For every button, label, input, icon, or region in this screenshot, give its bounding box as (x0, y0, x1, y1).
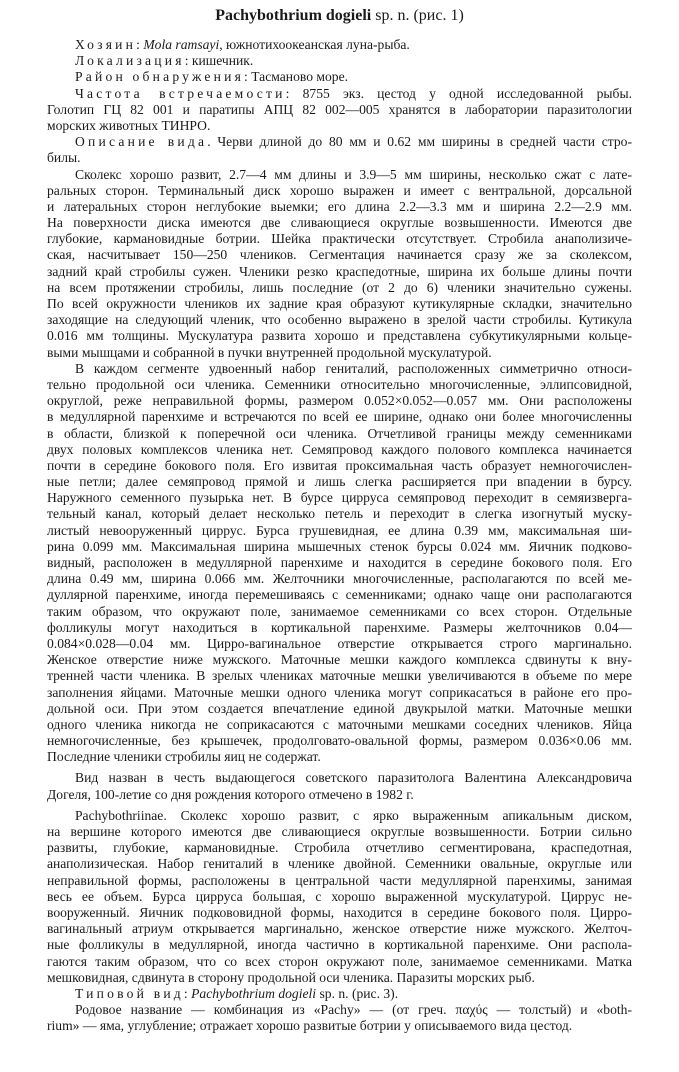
text-segment: : Тасманово море. (244, 69, 349, 85)
text-segment: заходящие на следующий членик, что особенно выражено в зрелой части стробилы. Кутикула (47, 312, 632, 328)
text-segment: заполнения яйцами. Маточные мешки одного членика могут соприкасаться в районе его про- (47, 684, 632, 700)
text-line (47, 426, 632, 442)
text-line (47, 986, 632, 1002)
text-segment: дуллярной паренхиме, иногда перемешиваясь с семенниками; однако чаще они располагаются (47, 587, 632, 603)
text-segment: вагинальный атриум открывается маргинально, женское отверстие ниже мужского. Желточ- (47, 921, 632, 937)
text-segment: почти в середине бокового поля. Его извитая проксимальная часть образует немногочислен- (47, 457, 632, 473)
text-segment: 0.016 мм толщины. Мускулатура развита хорошо и представлена субкутикулярными кольце- (47, 328, 632, 344)
text-segment: rium» — яма, углубление; отражает хорошо развитые ботрии у описываемого вида цестод. (47, 1018, 573, 1034)
field-label: Типовой вид (75, 985, 184, 1001)
paragraph (47, 167, 632, 361)
text-line (47, 409, 632, 425)
species-heading (0, 6, 679, 26)
text-line (47, 1018, 632, 1034)
text-segment: в области, близкой к поперечной оси членика. Отчетливой границы между семенниками (47, 425, 632, 441)
text-line (47, 345, 632, 361)
text-line (47, 652, 632, 668)
text-line (47, 312, 632, 328)
text-line (47, 824, 632, 840)
text-segment: билы. (47, 150, 81, 166)
paragraph (47, 808, 632, 986)
text-line (47, 937, 632, 953)
text-segment: и латеральных сторон неглубокие выемки; его длина 2.2—3.3 мм и ширина 2.2—2.9 мм. (47, 198, 632, 214)
text-segment: : (136, 37, 144, 52)
text-line (47, 889, 632, 905)
text-line (47, 442, 632, 458)
latin-name: Pachybothrium dogieli (191, 985, 317, 1001)
text-segment: видный, расположен в медуллярной паренхиме и находится в середине бокового поля. Его (47, 555, 632, 570)
field-label: Описание вида (75, 134, 208, 150)
text-line (47, 604, 632, 620)
text-line (47, 636, 632, 652)
text-line (47, 231, 632, 247)
text-segment: ные петли; далее семяпровод прямой и лишь слегка расширяется при впадении в бурсу. (47, 474, 632, 490)
text-line (47, 183, 632, 199)
field-label: Локализация (75, 53, 185, 69)
text-line (47, 770, 632, 786)
species-suffix: sp. n. (рис. 1) (371, 7, 464, 24)
text-segment: фолликулы могут находиться в кортикальной паренхиме. Размеры желточников 0.04— (47, 619, 632, 635)
text-segment: Вид назван в честь выдающегося советского паразитолога Валентина Александровича (75, 770, 632, 786)
text-segment: в медуллярной паренхиме и встречаются по всей ее ширине, однако они более многочисленны (47, 409, 632, 425)
species-name: Pachybothrium dogieli (215, 7, 372, 24)
text-segment: : 8755 экз. цестод у одной исследованной рыбы. (285, 85, 632, 101)
text-segment: Родовое название — комбинация из «Pachy» — (от греч. παχύς — толстый) и «both- (75, 1002, 632, 1018)
text-line (47, 280, 632, 296)
text-line (47, 787, 632, 803)
text-line (47, 118, 632, 134)
text-segment: выми мышцами и собранной в пучки внутренней продольной мускулатурой. (47, 344, 492, 360)
text-line (47, 328, 632, 344)
text-line (47, 247, 632, 263)
field-label: Хозяин (75, 37, 137, 52)
text-line (47, 840, 632, 856)
text-line (47, 1002, 632, 1018)
text-line (47, 264, 632, 280)
text-line (47, 749, 632, 765)
text-line (47, 150, 632, 166)
paragraph (47, 37, 632, 53)
text-segment: : кишечник. (184, 53, 254, 69)
text-segment: анаполизическая. Набор гениталий в членике двойной. Семенники овальные, округлые или (47, 856, 632, 872)
field-label: Район обнаружения (75, 69, 245, 85)
text-segment: глубокие, кармановидные ботрии. Шейка практически отсутствует. Стробила анаполизиче- (47, 231, 632, 247)
paragraph (47, 53, 632, 69)
text-segment: По всей окружности члеников их задние края образуют кутикулярные складки, значительно (47, 296, 632, 311)
text-segment: ральных сторон. Терминальный диск хорошо выражен и имеет с вентральной, дорсальной (47, 182, 632, 198)
text-line (47, 856, 632, 872)
text-segment: тельный канал, который делает несколько петель и переходит в слегка изогнутый муску- (47, 506, 632, 522)
text-segment: Сколекс хорошо развит, 2.7—4 мм длины и 3.9—5 мм ширины, несколько сжат с лате- (75, 166, 632, 182)
text-line (47, 555, 632, 571)
text-segment: , южнотихоокеанская луна-рыба. (219, 37, 410, 52)
text-segment: мешковидная, сдвинута в сторону продольной оси членика. Паразиты морских рыб. (47, 969, 535, 985)
text-line (47, 873, 632, 889)
text-segment: таким образом, что окружают поле, занимаемое семенниками со всех сторон. Отдельные (47, 603, 632, 619)
paragraph (47, 986, 632, 1002)
text-line (47, 954, 632, 970)
text-line (47, 215, 632, 231)
text-line (47, 587, 632, 603)
latin-name: Mola ramsayi (143, 37, 220, 52)
text-line (47, 506, 632, 522)
text-line (47, 921, 632, 937)
text-segment: На поверхности диска имеются две сливающиеся округлые возвышенности. Имеются две (47, 215, 632, 231)
text-segment: Голотип ГЦ 82 001 и паратипы АПЦ 82 002—005 хранятся в лаборатории паразитологии (47, 101, 632, 117)
text-line (47, 970, 632, 986)
text-line (47, 701, 632, 717)
text-line (47, 377, 632, 393)
text-line (47, 685, 632, 701)
paragraph (47, 86, 632, 135)
field-label: Частота встречаемости (75, 85, 286, 101)
text-line (47, 733, 632, 749)
text-line (47, 393, 632, 409)
text-segment: тельно продольной оси членика. Семенники относительно многочисленные, эллипсовидной, (47, 376, 632, 392)
text-line (47, 167, 632, 183)
text-segment: Наружного семенного пузырька нет. В бурсе цирруса семяпровод переходит в семяизверга- (47, 490, 632, 506)
text-segment: рина 0.099 мм. Максимальная ширина мышечных стенок бурсы 0.024 мм. Яичник подково- (47, 538, 632, 554)
text-line (47, 808, 632, 824)
text-segment: вооруженный. Яичник подкововидной формы, находится в середине бокового поля. Цирро- (47, 904, 632, 920)
text-line (47, 37, 632, 53)
text-segment: развиты, глубокие, кармановидные. Стробила отчетливо сегментирована, краспедотная, (47, 840, 632, 856)
text-line (47, 134, 632, 150)
paragraph (47, 361, 632, 766)
text-line (47, 69, 632, 85)
text-segment: немногочисленные, без крышечек, продолговато-овальной формы, размером 0.036×0.06 мм. (47, 733, 632, 749)
text-line (47, 523, 632, 539)
text-line (47, 474, 632, 490)
text-line (47, 53, 632, 69)
text-line (47, 539, 632, 555)
text-segment: Женское отверстие ниже мужского. Маточные мешки каждого комплекса сдвинуты к вну- (47, 652, 632, 668)
paragraph (47, 770, 632, 802)
text-segment: : (183, 985, 192, 1001)
text-segment: Pachybothriinae. Сколекс хорошо развит, с ярко выраженным апикальным диском, (75, 807, 632, 823)
text-segment: весь ее объем. Бурса цирруса большая, с хорошо выраженной мускулатурой. Циррус не- (47, 888, 632, 904)
text-segment: sp. n. (рис. 3). (316, 985, 399, 1001)
text-line (47, 199, 632, 215)
text-segment: листый невооруженный циррус. Бурса грушевидная, ее длина 0.39 мм, максимальная ши- (47, 522, 632, 538)
text-segment: Догеля, 100-летие со дня рождения которого отмечено в 1982 г. (47, 786, 414, 802)
text-line (47, 717, 632, 733)
text-segment: ская, насчитывает 150—250 члеников. Сегментация начинается сразу же за сколексом, (47, 247, 632, 263)
text-segment: 0.084×0.028—0.04 мм. Цирро-вагинальное отверстие открывается строго маргинально. (47, 635, 632, 651)
text-segment: гаются таким образом, что со всех сторон окружают поле, занимаемое семенниками. Матка (47, 953, 632, 969)
paragraph (47, 69, 632, 85)
text-segment: длина 0.49 мм, ширина 0.066 мм. Желточники многочисленные, располагаются по всей ме- (47, 571, 632, 587)
text-segment: Последние членики стробилы яиц не содержат. (47, 749, 321, 765)
text-line (47, 905, 632, 921)
text-segment: на всем протяжении стробилы, лишь последние (от 2 до 6) членики значительно сужены. (47, 279, 632, 295)
text-segment: задний край стробилы сужен. Членики резко краспедотные, ширина их больше длины почти (47, 263, 632, 279)
text-segment: двух половых комплексов членика нет. Семяпровод каждого полового комплекса начинается (47, 441, 632, 457)
text-segment: округлой, реже неправильной формы, размером 0.052×0.052—0.057 мм. Они расположены (47, 393, 632, 409)
text-line (47, 458, 632, 474)
text-line (47, 490, 632, 506)
text-segment: тренней части членика. В зрелых члениках маточные мешки увеличиваются в объеме по мере (47, 668, 632, 684)
text-line (47, 571, 632, 587)
paragraph (47, 1002, 632, 1034)
text-segment: неправильной формы, расположены в центральной части медуллярной паренхимы, занимая (47, 872, 632, 888)
text-line (47, 102, 632, 118)
text-segment: одного членика никогда не соприкасаются с маточными мешками соседних члеников. Яйца (47, 716, 632, 732)
text-segment: . Черви длиной до 80 мм и 0.62 мм ширины в средней части стро- (207, 134, 633, 150)
text-line (47, 620, 632, 636)
text-segment: В каждом сегменте удвоенный набор гениталий, расположенных симметрично относи- (75, 360, 632, 376)
text-segment: на вершине которого имеются две сливающиеся округлые возвышенности. Ботрии сильно (47, 824, 632, 839)
text-line (47, 296, 632, 312)
paragraph (47, 134, 632, 166)
body-text (47, 37, 632, 1034)
text-line (47, 668, 632, 684)
text-segment: ные фолликулы в медуллярной, иногда частично в кортикальной паренхиме. Они распола- (47, 937, 632, 953)
text-segment: дольной оси. При этом создается впечатление единой двукрылой матки. Маточные мешки (47, 700, 632, 716)
text-line (47, 361, 632, 377)
text-segment: морских животных ТИНРО. (47, 117, 211, 133)
text-line (47, 86, 632, 102)
